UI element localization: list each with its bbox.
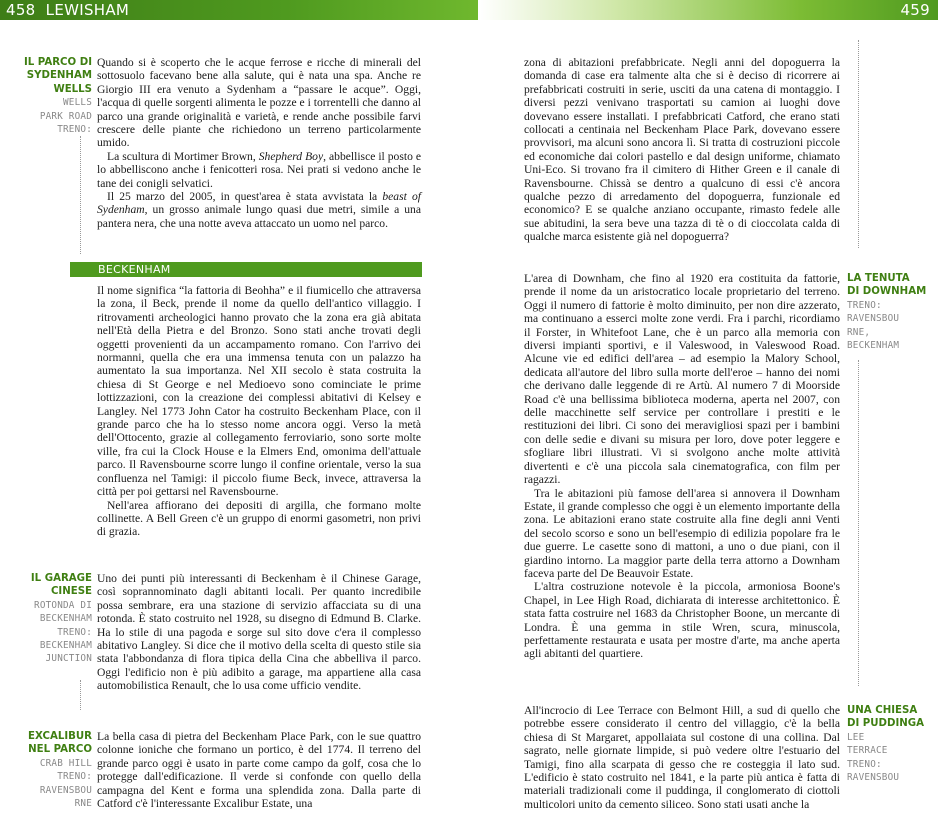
- sidebar-meta: RAVENSBOU: [847, 313, 900, 325]
- excalibur-text: [97, 730, 421, 818]
- sidebar-title: UNA CHIESA: [847, 705, 918, 716]
- sydenham-sidebar: [0, 56, 92, 136]
- left-page-running-head: 458 LEWISHAM: [6, 1, 130, 19]
- downham-text: [524, 272, 840, 661]
- pudding-text: [524, 704, 840, 818]
- sidebar-dotted-rule: [858, 360, 859, 686]
- sidebar-meta: WELLS: [63, 97, 92, 109]
- paragraph: Il nome significa “la fattoria di Beohha” e il fiumicello che attraversa la zona, il Beck, prende il nome da quello dell'antico villaggio. I ritrovamenti archeologici hanno provato che la zona era già abitata nell'Età della Pietra e del Bronzo. Sono stati anche trovati degli oggetti provenienti da un accampamento romano. Con l'arrivo dei normanni, quella che era una immensa tenuta con un palazzo ha aumentato la sua importanza. Nel XII secolo è stata costruita la chiesa di St George e nel Medioevo sono cominciate le prime lottizzazioni, con la creazione dei complessi abitativi di Kelsey e Langley. Nel 1773 John Cator ha costruito Beckenham Place, con il grande parco che ha lo stesso nome ancora oggi. Verso la metà dell'Ottocento, grazie al collegamento ferroviario, sono sorte molte ville, fra cui la Clock House e la Elmers End, omonima dell'attuale parco. Il Ravensbourne scorre lungo il confine orientale, verso la sua confluenza nel Tamigi: il piccolo fiume Beck, invece, attraversa la città per poi gettarsi nel Ravensbourne.: [97, 284, 421, 499]
- right-page-header: [480, 0, 938, 20]
- sidebar-title: DI PUDDINGA: [847, 718, 925, 730]
- sydenham-text: [97, 56, 421, 230]
- paragraph: La scultura di Mortimer Brown, Shepherd Boy, abbellisce il posto e lo abbelliscono anche i fenicotteri rosa. Nei prati si vedono anche le tane dei conigli selvatici.: [97, 149, 422, 190]
- sidebar-meta: RNE: [74, 798, 92, 810]
- sidebar-title: LA TENUTA: [847, 273, 910, 284]
- paragraph: La bella casa di pietra del Beckenham Place Park, con le sue quattro colonne ioniche che formano un portico, è del 1774. Il terreno del grande parco oggi è usato in parte come campo da golf, cosa che lo protegge dall'edificazione. Il verde si confonde con quello della campagna del Kent e forma una splendida zona. Dalla parte di Catford c'è l'interessante Excalibur Estate, una: [97, 730, 421, 811]
- garage-sidebar: [0, 572, 92, 666]
- paragraph: Quando si è scoperto che le acque ferrose e ricche di minerali del sottosuolo facevano bene alla salute, qui è nata una spa. Anche re Giorgio III era venuto a Sydenham a “passare le acque”. Oggi, l'acqua di quelle sorgenti alimenta le pozze e i torrentelli che danno al parco una grande originalità e varietà, e rende anche possibile farvi crescere delle piante che richiedono un terreno particolarmente umido.: [97, 56, 421, 150]
- sidebar-title: IL PARCO DI: [23, 57, 92, 68]
- sidebar-meta: TERRACE: [847, 745, 888, 757]
- sidebar-meta: TRENO:: [57, 124, 92, 136]
- paragraph: Il 25 marzo del 2005, in quest'area è stata avvistata la beast of Sydenham, un grosso animale lungo quasi due metri, simile a una pantera nera, che una notte aveva attaccato un uomo nel parco.: [97, 190, 421, 230]
- sidebar-meta: TRENO:: [847, 758, 882, 770]
- downham-sidebar: [847, 272, 938, 352]
- sidebar-meta: RAVENSBOU: [847, 772, 900, 784]
- paragraph: zona di abitazioni prefabbricate. Negli anni del dopoguerra la domanda di case era talmente alta che si è deciso di ricorrere ai prefabbricati costruiti in serie, usciti da una catena di montaggio. I diversi pezzi venivano trasportati su camion ai luoghi dove dovevano essere installati. I prefabbricati Catford, che erano stati collocati a centinaia nel Beckenham Place Park, dovevano essere provvisori, ma alcuni sono ancora lì. Si tratta di costruzioni piccole ed economiche dai colori pastello e dal design uniforme, chiamato Uni-Eco. Si trovano fra il cimitero di Hither Green e il canale di Ravensbourne. Chissà se dentro a qualcuno di essi c'è ancora qualche pezzo di arredamento del dopoguerra, funzionale ed economico? E se qualche anziano occupante, rimasto fedele alle sue abitudini, la sera beve una tazza di tè o di cioccolata calda di qualche marca esistente già nel dopoguerra?: [524, 56, 840, 244]
- paragraph: Uno dei punti più interessanti di Beckenham è il Chinese Garage, così soprannominato dagli abitanti locali. Per quanto incredibile possa sembrare, era una stazione di servizio affacciata su di una rotonda. È stato costruito nel 1928, su disegno di Edmund B. Clarke. Ha lo stile di una pagoda e sorge sul sito dove c'era il complesso abitativo Langley. Si dice che il motivo della scelta di questo stile sia stata l'abbondanza di flora tipica della Cina che abbelliva il parco. Oggi l'edificio non è più adibito a garage, ma appartiene alla casa automobilistica Renault, che lo usa come ufficio vendite.: [97, 572, 421, 693]
- sidebar-meta: TRENO:: [847, 299, 882, 311]
- sidebar-dotted-rule: [80, 136, 81, 254]
- sidebar-meta: JUNCTION: [45, 653, 92, 665]
- sidebar-title: CINESE: [50, 586, 92, 598]
- left-page-header: [0, 0, 478, 20]
- sidebar-meta: BECKENHAM: [39, 613, 92, 625]
- sidebar-meta: BECKENHAM: [39, 640, 92, 652]
- sidebar-meta: PARK ROAD: [39, 110, 92, 122]
- sidebar-dotted-rule: [80, 680, 81, 710]
- paragraph: L'altra costruzione notevole è la piccola, armoniosa Boone's Chapel, in Lee High Road, dichiarata di interesse architettonico. È stata fatta costruire nel 1683 da Christopher Boone, un mercante di Londra. È una gemma in stile Wren, scura, minuscola, perfettamente restaurata e usata per mostre d'arte, ma anche aperta agli abitanti del quartiere.: [524, 580, 840, 661]
- sidebar-meta: LEE: [847, 731, 865, 743]
- garage-text: [97, 572, 421, 693]
- sidebar-title: WELLS: [53, 83, 92, 95]
- sidebar-dotted-rule: [858, 40, 859, 248]
- sidebar-meta: TRENO:: [57, 771, 92, 783]
- sidebar-title: EXCALIBUR: [28, 731, 92, 742]
- sidebar-title: DI DOWNHAM: [847, 286, 927, 298]
- excalibur-sidebar: [0, 730, 92, 810]
- sidebar-meta: RNE,: [847, 326, 871, 338]
- sidebar-meta: TRENO:: [57, 626, 92, 638]
- sidebar-meta: CRAB HILL: [39, 757, 92, 769]
- sidebar-title: IL GARAGE: [30, 573, 92, 584]
- paragraph: Nell'area affiorano dei depositi di argilla, che formano molte collinette. A Bell Green c'è un gruppo di enormi gasometri, non privi di grazia.: [97, 498, 421, 539]
- sidebar-title: SYDENHAM: [26, 70, 92, 82]
- paragraph: Tra le abitazioni più famose dell'area si annovera il Downham Estate, il grande complesso che oggi è un elemento importante della zona. Le abitazioni erano state costruite alla fine degli anni Venti del secolo scorso e sono un bell'esempio di edilizia popolare fra le due guerre. Le casette sono di mattoni, a uno o due piani, con il giardino intorno. La maggior parte della terra attorno a Downham faceva parte del De Beauvoir Estate.: [524, 486, 840, 580]
- artwork-title: Shepherd Boy: [258, 149, 324, 163]
- paragraph: All'incrocio di Lee Terrace con Belmont Hill, a sud di quello che potrebbe essere considerato il centro del villaggio, c'è la bella chiesa di St Margaret, appollaiata sul costone di una collina. Dal sagrato, nelle giornate limpide, si può vedere oltre l'estuario del Tamigi, fino alla scarpata di gesso che re costeggia il lato sud. L'edificio è stato costruito nel 1841, e la parte più antica è fatta di materiali tradizionali come il puddinga, il conglomerato di ciottoli multicolori unito da cemento siliceo. Sono stati usati anche la: [524, 704, 840, 811]
- sidebar-meta: BECKENHAM: [847, 340, 900, 352]
- beckenham-text: [97, 284, 421, 539]
- sidebar-meta: ROTONDA DI: [34, 599, 92, 611]
- creature-name: beast of Sydenham: [97, 190, 421, 217]
- prefab-text: [524, 56, 840, 244]
- sidebar-title: NEL PARCO: [28, 744, 92, 756]
- pudding-sidebar: [847, 704, 938, 784]
- right-page-number: 459: [900, 1, 930, 19]
- sidebar-meta: RAVENSBOU: [39, 784, 92, 796]
- section-heading-bar: BECKENHAM: [70, 262, 422, 277]
- paragraph: L'area di Downham, che fino al 1920 era costituita da fattorie, prende il nome da un aristocratico locale proprietario del terreno. Oggi il numero di fattorie è molto diminuito, per non dire azzerato, ma continuano a esserci molte zone verdi. Fra i parchi, ricordiamo il Forster, in Whitefoot Lane, che è un parco alla memoria con diversi impianti sportivi, e il Valeswood, in Valeswood Road. Alcune vie ed edifici dell'area – ad esempio la Malory School, dedicata all'autore del libro sulla morte dell'eroe – hanno dei nomi che derivano dalle leggende di re Artù. Al numero 7 di Moorside Road c'è una bellissima biblioteca moderna, aperta nel 2007, con delle macchinette self service per controllare i prestiti e le restituzioni dei libri. Ci sono dei meravigliosi spazi per i bambini con delle sedie e divani su misura per loro, dove poter leggere e sfogliare libri illustrati. Vi si svolgono anche molte attività divertenti e c'è una piccola sala cinematografica, con film per ragazzi.: [524, 272, 840, 487]
